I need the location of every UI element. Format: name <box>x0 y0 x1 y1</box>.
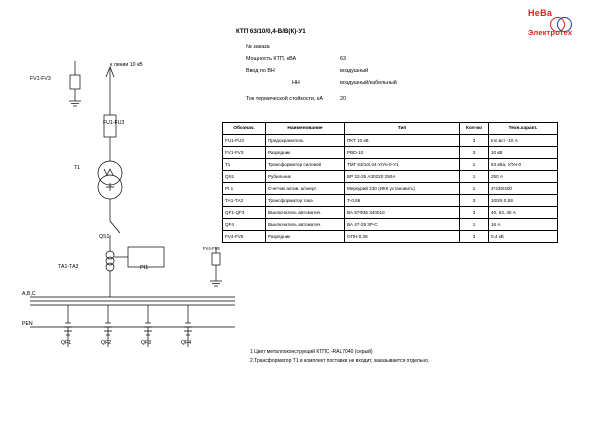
cell-designation: FU1-FU3 <box>223 135 266 147</box>
label-qf3: QF3 <box>141 340 152 346</box>
header-value-hv-input: воздушный <box>340 68 369 74</box>
cell-name: Разрядник <box>266 147 345 159</box>
cell-type: ТМГ 63/10/,04-У/Ун-0-У1 <box>345 159 460 171</box>
cell-qty: 3 <box>460 195 489 207</box>
delta-winding-mark <box>104 169 113 175</box>
label-qf2: QF2 <box>101 340 112 346</box>
cell-qty: 1 <box>460 183 489 195</box>
fuse-body-fu1-fu3 <box>104 115 116 137</box>
logo-text-primary: НеВа <box>528 8 553 18</box>
single-line-schematic <box>20 55 260 395</box>
col-designation: Обознач. <box>223 123 266 135</box>
table-row <box>223 159 558 171</box>
cell-name: Рубильник <box>266 171 345 183</box>
cell-tech: 250 А <box>489 171 558 183</box>
cell-qty: 1 <box>460 171 489 183</box>
cell-qty: 3 <box>460 207 489 219</box>
table-row <box>223 147 558 159</box>
note-1: 1 Цвет металлоконструкций КТПС -RAL7040 (серый) <box>250 349 373 355</box>
switch-blade-qs1 <box>110 221 120 233</box>
cell-type: РВО-10 <box>345 147 460 159</box>
label-qf4: QF4 <box>181 340 192 346</box>
cell-type: ПКТ 10 кВ <box>345 135 460 147</box>
cell-name: Разрядник <box>266 231 345 243</box>
header-value-lv-input: воздушный/кабельный <box>340 80 397 86</box>
cell-type: Меркурий 230 (ИКК установить) <box>345 183 460 195</box>
cell-type: ОПН-0,38 <box>345 231 460 243</box>
cell-type: ВА 47-29 3Р-С <box>345 219 460 231</box>
transformer-winding-hv <box>98 161 122 185</box>
cell-designation: Т1 <box>223 159 266 171</box>
cell-tech: 10 кВ <box>489 147 558 159</box>
header-value-thermal-current: 20 <box>340 96 346 102</box>
label-line-10kv: к линии 10 кВ <box>110 62 143 68</box>
notes-block <box>250 348 429 366</box>
table-row <box>223 219 558 231</box>
cell-tech: 3*230/400 <box>489 183 558 195</box>
label-qf1: QF1 <box>61 340 72 346</box>
wye-winding-mark <box>106 183 114 191</box>
cell-tech: 16 А <box>489 219 558 231</box>
label-abc: A,B,C <box>22 291 36 297</box>
note-2: 2.Трансформатор Т1 в комплект поставки не входит, заказывается отдельно. <box>250 358 430 364</box>
cell-designation: PI 1 <box>223 183 266 195</box>
label-qs1: QS1 <box>99 234 110 240</box>
col-name: Наименование <box>266 123 345 135</box>
header-label-lv-input: НН <box>292 80 300 86</box>
cell-tech: 40, 63, 40 А <box>489 207 558 219</box>
cell-designation: FV4-FV6 <box>223 231 266 243</box>
arrester-body-fv1 <box>70 75 80 89</box>
table-row <box>223 195 558 207</box>
table-row <box>223 171 558 183</box>
page-title: КТП 63/10/0,4-В/В(К)-У1 <box>236 28 306 35</box>
cell-designation: QS1 <box>223 171 266 183</box>
cell-designation: FV1-FV3 <box>223 147 266 159</box>
meter-body-pi1 <box>128 247 164 267</box>
cell-tech: 100/5 0,5S <box>489 195 558 207</box>
label-t1: Т1 <box>74 165 81 171</box>
header-label-power: Мощность КТП, кВА <box>246 56 297 62</box>
cell-tech: 63 кВа, У/Ун-0 <box>489 159 558 171</box>
col-type: Тип <box>345 123 460 135</box>
cell-designation: QF4 <box>223 219 266 231</box>
label-fv1-fv3: FV1-FV3 <box>30 76 51 82</box>
cell-designation: QF1-QF3 <box>223 207 266 219</box>
cell-tech: Iпл.вст -10 А <box>489 135 558 147</box>
table-row <box>223 183 558 195</box>
cell-designation: ТА1-ТА3 <box>223 195 266 207</box>
header-label-order: № заказа <box>246 44 270 50</box>
col-tech: Техн.характ. <box>489 123 558 135</box>
table-row <box>223 135 558 147</box>
table-header-row <box>223 123 558 135</box>
lv-arrester-body <box>212 253 220 265</box>
cell-name: Выключатель автоматич. <box>266 207 345 219</box>
company-logo <box>528 8 592 38</box>
label-fv4-fv6: FV4-FV6 <box>203 246 220 251</box>
table-row <box>223 231 558 243</box>
current-transformer-ta3 <box>106 263 114 271</box>
header-value-power: 63 <box>340 56 346 62</box>
cell-qty: 3 <box>460 147 489 159</box>
cell-name: Предохранитель <box>266 135 345 147</box>
cell-tech: 0,4 кВ <box>489 231 558 243</box>
label-pi1: PI1 <box>140 265 149 271</box>
cell-name: Трансформатор тока <box>266 195 345 207</box>
cell-qty: 1 <box>460 219 489 231</box>
cell-type: ВА 57Ф35 340010 <box>345 207 460 219</box>
specification-table <box>222 122 558 243</box>
label-pen: PEN <box>22 321 33 327</box>
cell-name: Трансформатор силовой <box>266 159 345 171</box>
label-ta1-ta3: ТА1-ТА3 <box>58 264 79 270</box>
cell-qty: 3 <box>460 231 489 243</box>
label-fu1-fu3: FU1-FU3 <box>103 120 125 126</box>
cell-type: ВР 32-35 А30220 250А <box>345 171 460 183</box>
col-qty: Кол-во <box>460 123 489 135</box>
header-label-hv-input: Ввод по ВН <box>246 68 275 74</box>
cell-name: Выключатель автоматич. <box>266 219 345 231</box>
cell-qty: 3 <box>460 135 489 147</box>
cell-name: Счетчик актив. а/энерг. <box>266 183 345 195</box>
table-row <box>223 207 558 219</box>
cell-type: Т-0,66 <box>345 195 460 207</box>
cell-qty: 1 <box>460 159 489 171</box>
logo-text-secondary: Электротех <box>528 28 573 37</box>
header-label-thermal-current: Ток термической стойкости, кА <box>246 96 323 102</box>
